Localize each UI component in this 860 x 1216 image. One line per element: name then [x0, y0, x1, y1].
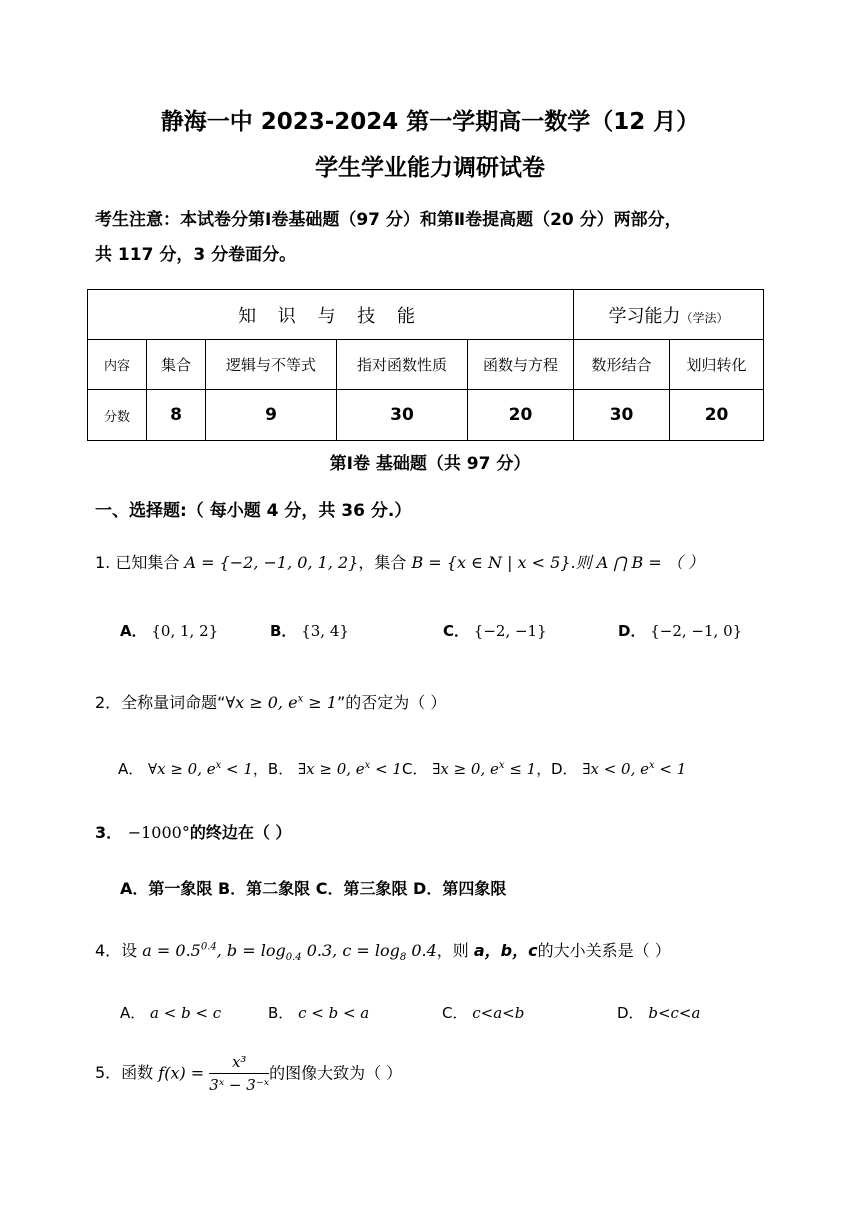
q2-options-abc	[118, 758, 551, 779]
option-label: C．	[443, 622, 470, 640]
topic-cell: 划归转化	[670, 340, 764, 390]
option-label: D．	[618, 622, 646, 640]
score-cell: 9	[206, 390, 337, 441]
score-cell: 30	[337, 390, 468, 441]
topic-cell: 数形结合	[574, 340, 670, 390]
q2-option-d: ∃x < 0, $e^x < 1$	[582, 760, 687, 778]
score-cell: 30	[574, 390, 670, 441]
q2-option-d-wrap	[551, 758, 686, 779]
topic-cell: 集合	[147, 340, 206, 390]
notice-line-2: 共 117 分，3 分卷面分。	[95, 245, 297, 265]
question-2	[95, 690, 446, 713]
topic-cell: 逻辑与不等式	[206, 340, 337, 390]
q1-mid: ，集合	[358, 553, 412, 572]
q1-option-c	[443, 620, 547, 641]
q1-option-b	[270, 620, 349, 641]
q1-prefix: 1. 已知集合	[95, 553, 185, 572]
option-text: {−2, −1, 0}	[650, 622, 743, 640]
q4-suffix: 的大小关系是（ ）	[537, 941, 671, 960]
option-text: a < b < c	[150, 1004, 222, 1022]
score-distribution-table	[87, 289, 764, 441]
option-text: b<c<a	[648, 1004, 701, 1022]
header-learning-ability	[574, 290, 764, 340]
q4-suffix-pre: ，则	[436, 941, 474, 960]
q5-denominator: 3ˣ − 3⁻ˣ	[209, 1076, 270, 1094]
table-row-content	[88, 340, 764, 390]
q5-suffix: 的图像大致为（ ）	[269, 1063, 403, 1083]
q3-prefix: 3．	[95, 823, 123, 842]
q2-option-c: ∃x ≥ 0, $e^x \le 1$	[432, 760, 537, 778]
q2-option-b: ∃x ≥ 0, $e^x < 1$	[298, 760, 402, 778]
option-label: C．	[442, 1004, 468, 1022]
q1-set-b: B = {x ∈ N | x < 5}	[411, 553, 571, 572]
score-cell: 8	[147, 390, 206, 441]
option-label: D．	[617, 1004, 644, 1022]
q5-prefix: 5．函数	[95, 1063, 159, 1082]
q2-option-a: ∀x ≥ 0, $e^x < 1$	[148, 760, 253, 778]
option-label: ，B．	[252, 760, 294, 778]
option-label: A．	[118, 760, 144, 778]
option-label: C．	[401, 760, 428, 778]
question-5	[95, 1052, 402, 1095]
q4-option-b	[268, 1002, 369, 1023]
q4-option-a	[120, 1002, 221, 1023]
exam-subtitle: 学生学业能力调研试卷	[315, 155, 545, 181]
row-label-content: 内容	[88, 340, 147, 390]
q1-set-a: A = {−2, −1, 0, 1, 2}	[184, 553, 359, 572]
q2-proposition: ∀x ≥ 0, $e^x \ge 1$	[225, 693, 337, 712]
q1-question: .则 A ⋂ B = （ ）	[570, 553, 704, 572]
option-text: {3, 4}	[301, 622, 349, 640]
option-label: B．	[268, 1004, 294, 1022]
q4-definitions: $a = 0.5^{0.4}$, $b = \log_{0.4} 0.3$, $c = \log_8 0.4$	[142, 941, 437, 964]
part1-heading: 第Ⅰ卷 基础题（共 97 分）	[329, 454, 531, 474]
q4-option-d	[617, 1002, 700, 1023]
q2-suffix: ”的否定为（ ）	[336, 693, 447, 712]
table-header-row	[88, 290, 764, 340]
score-cell: 20	[468, 390, 574, 441]
q3-suffix: 的终边在（ ）	[189, 823, 292, 842]
question-1	[95, 550, 704, 573]
q5-function-name: f(x) =	[158, 1063, 205, 1083]
q4-option-c	[442, 1002, 524, 1023]
question-4	[95, 938, 671, 963]
q1-option-d	[618, 620, 742, 641]
header-learning-label: 学习能力	[608, 305, 681, 327]
score-cell: 20	[670, 390, 764, 441]
topic-cell: 函数与方程	[468, 340, 574, 390]
option-text: {−2, −1}	[473, 622, 547, 640]
row-label-score: 分数	[88, 390, 147, 441]
q3-options: A．第一象限 B．第二象限 C．第三象限 D．第四象限	[120, 879, 507, 898]
option-text: c<a<b	[472, 1004, 525, 1022]
option-label: B．	[270, 622, 297, 640]
table-row-score	[88, 390, 764, 441]
option-text: c < b < a	[298, 1004, 370, 1022]
q4-vars: a，b，c	[473, 941, 538, 960]
q3-angle: −1000°	[127, 823, 190, 842]
section1-heading: 一、选择题:（ 每小题 4 分，共 36 分.）	[95, 501, 412, 521]
q2-prefix: 2．全称量词命题“	[95, 693, 226, 712]
option-label: A．	[120, 1004, 146, 1022]
q5-numerator: x³	[209, 1052, 269, 1074]
exam-title: 静海一中 2023-2024 第一学期高一数学（12 月）	[160, 109, 700, 135]
q4-prefix: 4．设	[95, 941, 143, 960]
topic-cell: 指对函数性质	[337, 340, 468, 390]
question-3	[95, 820, 291, 843]
header-learning-sub: （学法）	[680, 310, 729, 325]
option-label: A．	[120, 622, 147, 640]
header-knowledge-skills: 知 识 与 技 能	[88, 290, 574, 340]
option-label: D．	[551, 760, 578, 778]
q1-option-a	[120, 620, 218, 641]
option-text: {0, 1, 2}	[151, 622, 219, 640]
option-separator: ，	[536, 760, 552, 778]
notice-line-1: 考生注意：本试卷分第Ⅰ卷基础题（97 分）和第Ⅱ卷提高题（20 分）两部分，	[95, 210, 682, 230]
q5-fraction	[209, 1052, 269, 1095]
